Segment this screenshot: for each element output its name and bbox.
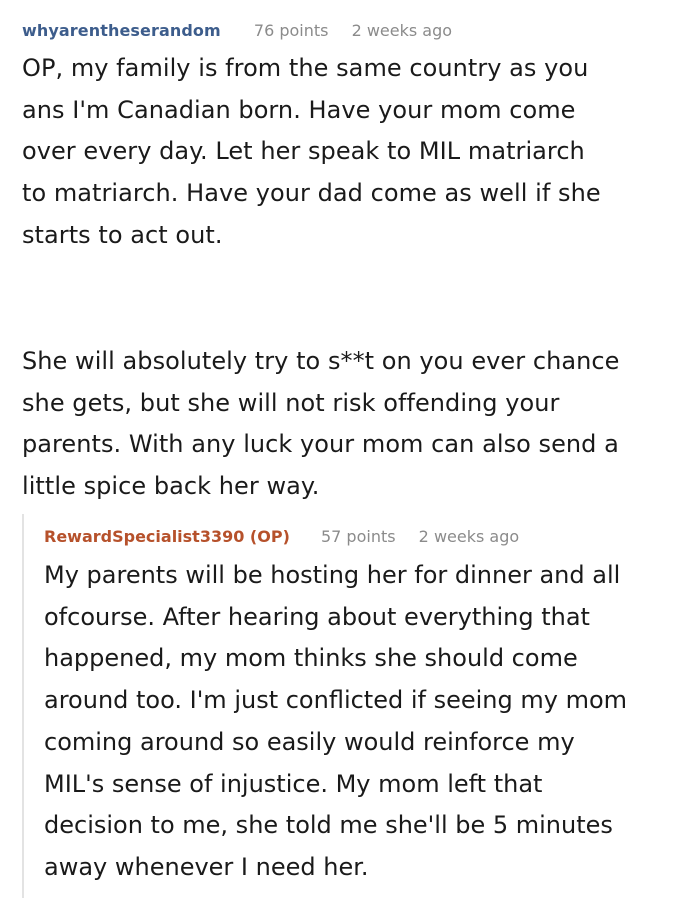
reply-line: around too. I'm just conflicted if seeing my mom [44, 686, 628, 715]
reply-line: My parents will be hosting her for dinner and all [44, 561, 621, 589]
comment-author-link[interactable]: whyarentheserandom [22, 21, 221, 40]
comment-timestamp[interactable]: 2 weeks ago [351, 21, 453, 40]
comment-line: OP, my family is from the same country as you [22, 54, 589, 82]
reply-author-link[interactable]: RewardSpecialist3390 (OP) [44, 527, 290, 546]
reply-line: ofcourse. After hearing about everything that [44, 602, 590, 631]
comment-meta [22, 20, 452, 42]
comment-line: she gets, but she will not risk offending your [22, 388, 560, 417]
comment-line: little spice back her way. [22, 472, 320, 501]
comment-paragraph-1 [22, 48, 601, 257]
comment-line: She will absolutely try to s**t on you ever chance [22, 347, 620, 375]
comment-line: starts to act out. [22, 220, 223, 249]
comment-paragraph-2 [22, 341, 619, 508]
comment-line: to matriarch. Have your dad come as well if she [22, 179, 601, 208]
reply-comment [22, 514, 698, 898]
reply-line: away whenever I need her. [44, 852, 369, 881]
comment-line: parents. With any luck your mom can also send a [22, 430, 619, 459]
reply-line: decision to me, she told me she'll be 5 minutes [44, 811, 613, 840]
reply-line: MIL's sense of injustice. My mom left that [44, 769, 543, 798]
reply-line: coming around so easily would reinforce my [44, 727, 575, 756]
thread-line[interactable] [22, 514, 24, 898]
reply-line: happened, my mom thinks she should come [44, 644, 578, 673]
comment-line: ans I'm Canadian born. Have your mom come [22, 95, 576, 124]
reply-timestamp[interactable]: 2 weeks ago [418, 527, 520, 546]
comment-line: over every day. Let her speak to MIL matriarch [22, 137, 585, 166]
reply-meta [44, 526, 519, 548]
comment-points: 76 points [253, 21, 329, 40]
reply-points: 57 points [320, 527, 396, 546]
reply-body [44, 555, 627, 889]
